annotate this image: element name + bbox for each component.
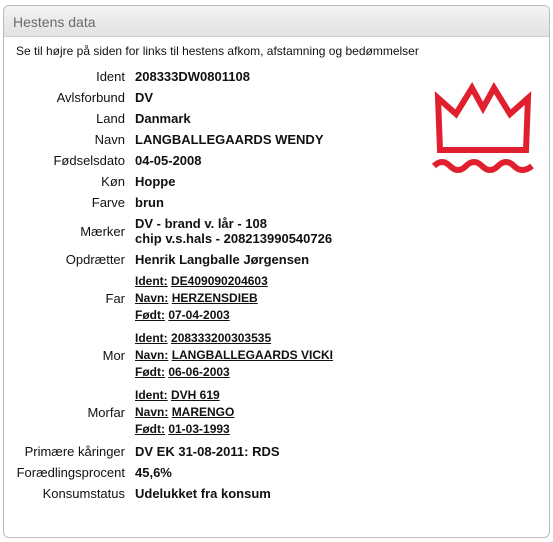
label-morfar: Morfar	[87, 405, 125, 420]
ident-key: Ident:	[135, 274, 168, 288]
value-fodselsdato: 04-05-2008	[135, 152, 202, 168]
navn-key: Navn:	[135, 291, 169, 305]
row-mor	[4, 327, 549, 384]
label-farve: Farve	[91, 195, 125, 210]
morfar-fodt-link[interactable]: 01-03-1993	[168, 422, 230, 436]
far-ident-link[interactable]: DE409090204603	[171, 274, 268, 288]
label-foraedling: Forædlingsprocent	[16, 465, 125, 480]
label-far: Far	[105, 291, 125, 306]
mor-ident-line[interactable]	[135, 330, 333, 347]
label-mor: Mor	[102, 348, 125, 363]
row-land	[4, 108, 549, 129]
maerker-line-1: DV - brand v. lår - 108	[135, 216, 267, 231]
row-primaere	[4, 441, 549, 462]
navn-key: Navn:	[135, 348, 169, 362]
mor-fodt-link[interactable]: 06-06-2003	[168, 365, 230, 379]
mor-navn-line[interactable]	[135, 347, 333, 364]
morfar-fodt-line[interactable]	[135, 421, 234, 438]
row-maerker	[4, 213, 549, 249]
panel-title: Hestens data	[13, 14, 96, 30]
row-far	[4, 270, 549, 327]
label-ident: Ident	[96, 69, 125, 84]
value-navn: LANGBALLEGAARDS WENDY	[135, 131, 324, 147]
fodt-key: Født:	[135, 308, 165, 322]
row-farve	[4, 192, 549, 213]
value-land: Danmark	[135, 110, 191, 126]
far-block	[135, 273, 268, 324]
row-kon	[4, 171, 549, 192]
mor-block	[135, 330, 333, 381]
ident-key: Ident:	[135, 331, 168, 345]
label-avlsforbund: Avlsforbund	[56, 90, 125, 105]
label-navn: Navn	[94, 132, 125, 147]
value-opdraetter: Henrik Langballe Jørgensen	[135, 251, 310, 267]
row-navn	[4, 129, 549, 150]
mor-navn-link[interactable]: LANGBALLEGAARDS VICKI	[171, 348, 334, 362]
label-konsum: Konsumstatus	[42, 486, 125, 501]
label-primaere: Primære kåringer	[24, 444, 125, 459]
mor-fodt-line[interactable]	[135, 364, 333, 381]
maerker-line-2: chip v.s.hals - 208213990540726	[135, 231, 333, 246]
value-ident: 208333DW0801108	[135, 68, 250, 84]
row-konsum	[4, 483, 549, 504]
row-fodselsdato	[4, 150, 549, 171]
data-rows	[4, 66, 549, 504]
value-farve: brun	[135, 194, 164, 210]
label-land: Land	[96, 111, 125, 126]
far-navn-line[interactable]	[135, 290, 268, 307]
far-ident-line[interactable]	[135, 273, 268, 290]
navn-key: Navn:	[135, 405, 169, 419]
fodt-key: Født:	[135, 365, 165, 379]
ident-key: Ident:	[135, 388, 168, 402]
horse-data-panel	[3, 5, 550, 538]
label-maerker: Mærker	[80, 223, 125, 239]
label-fodselsdato: Fødselsdato	[53, 153, 125, 168]
fodt-key: Født:	[135, 422, 165, 436]
value-foraedling: 45,6%	[135, 464, 172, 480]
far-navn-link[interactable]: HERZENSDIEB	[171, 291, 258, 305]
value-avlsforbund: DV	[135, 89, 154, 105]
panel-header	[4, 6, 549, 37]
label-kon: Køn	[101, 174, 125, 189]
row-morfar	[4, 384, 549, 441]
morfar-block	[135, 387, 234, 438]
morfar-ident-line[interactable]	[135, 387, 234, 404]
morfar-ident-link[interactable]: DVH 619	[171, 388, 220, 402]
morfar-navn-line[interactable]	[135, 404, 234, 421]
morfar-navn-link[interactable]: MARENGO	[171, 405, 235, 419]
row-ident	[4, 66, 549, 87]
row-foraedling	[4, 462, 549, 483]
row-opdraetter	[4, 249, 549, 270]
intro-text: Se til højre på siden for links til hestens afkom, afstamning og bedømmelser	[16, 44, 419, 58]
row-avlsforbund	[4, 87, 549, 108]
value-maerker	[135, 216, 332, 246]
label-opdraetter: Opdrætter	[65, 252, 125, 267]
value-konsum: Udelukket fra konsum	[135, 485, 271, 501]
far-fodt-link[interactable]: 07-04-2003	[168, 308, 230, 322]
mor-ident-link[interactable]: 208333200303535	[171, 331, 272, 345]
value-kon: Hoppe	[135, 173, 176, 189]
far-fodt-line[interactable]	[135, 307, 268, 324]
value-primaere: DV EK 31-08-2011: RDS	[135, 443, 280, 459]
